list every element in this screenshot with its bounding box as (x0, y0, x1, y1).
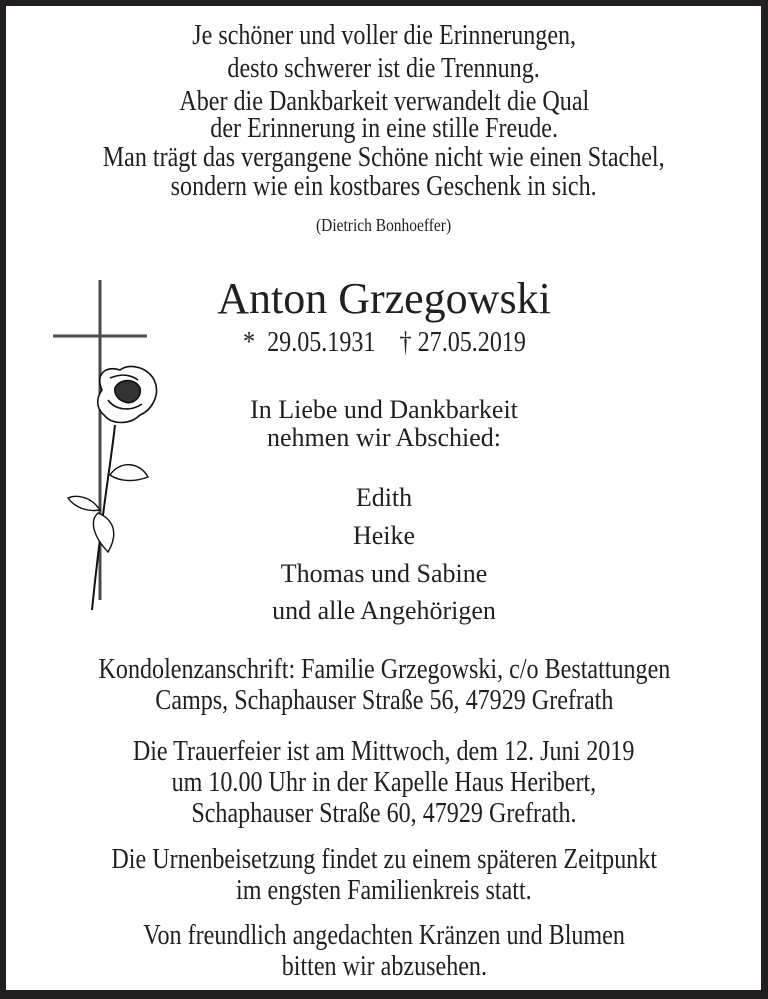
flowers-line: Von freundlich angedachten Kränzen und Blumen (143, 920, 625, 951)
ceremony-line: Die Trauerfeier ist am Mittwoch, dem 12. Juni 2019 (133, 736, 635, 767)
quote-line: der Erinnerung in eine stille Freude. (210, 113, 558, 144)
condolence-line: Camps, Schaphauser Straße 56, 47929 Grefrath (154, 685, 614, 716)
mourner: Edith (355, 483, 413, 512)
birth-symbol: * (242, 327, 255, 358)
life-dates (0, 327, 768, 359)
quote-line: Aber die Dankbarkeit verwandelt die Qual (179, 86, 589, 117)
mourner: Thomas und Sabine (280, 559, 488, 588)
burial-line: Die Urnenbeisetzung findet zu einem späteren Zeitpunkt (111, 844, 657, 875)
deceased-name: Anton Grzegowski (217, 274, 551, 323)
ceremony-line: um 10.00 Uhr in der Kapelle Haus Heribert, (171, 767, 597, 798)
quote-line: Man trägt das vergangene Schöne nicht wie einen Stachel, (103, 142, 665, 173)
mourner: Heike (352, 521, 416, 550)
burial-line: im engsten Familienkreis statt. (236, 875, 532, 906)
birth-date: 29.05.1931 (266, 327, 375, 358)
flowers-line: bitten wir abzusehen. (281, 951, 487, 982)
death-symbol: † (399, 327, 412, 358)
quote-line: sondern wie ein kostbares Geschenk in sich. (171, 171, 597, 202)
quote-line: Je schöner und voller die Erinnerungen, (192, 20, 576, 51)
quote-author: (Dietrich Bonhoeffer) (316, 215, 452, 235)
quote-line: desto schwerer ist die Trennung. (227, 53, 541, 84)
condolence-line: Kondolenzanschrift: Familie Grzegowski, c/o Bestattungen (98, 654, 670, 685)
farewell-line: In Liebe und Dankbarkeit (250, 395, 518, 424)
farewell-line: nehmen wir Abschied: (267, 423, 501, 452)
death-date: 27.05.2019 (417, 327, 526, 358)
ceremony-line: Schaphauser Straße 60, 47929 Grefrath. (191, 798, 577, 829)
mourner: und alle Angehörigen (272, 596, 496, 625)
